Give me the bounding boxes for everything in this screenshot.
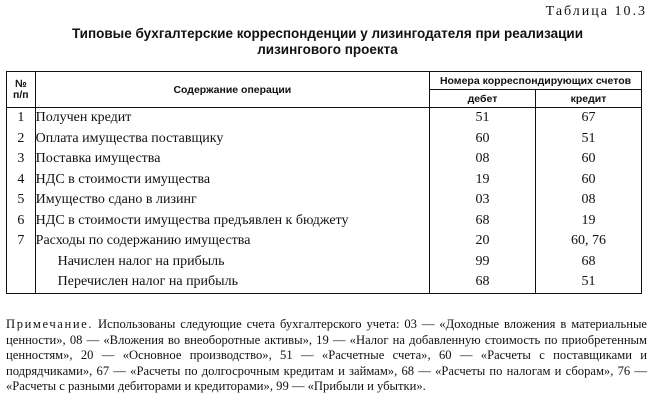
row-credit: 60: [535, 149, 641, 170]
header-credit: кредит: [535, 90, 641, 108]
row-credit: 51: [535, 129, 641, 150]
table-title: [0, 26, 655, 58]
row-debit: 68: [430, 211, 536, 232]
table-row: [7, 211, 642, 232]
row-credit: 51: [535, 272, 641, 293]
row-number: 5: [7, 190, 36, 211]
header-number-sign: №: [14, 77, 27, 90]
row-credit: 60, 76: [535, 231, 641, 252]
row-operation: Оплата имущества поставщику: [35, 129, 429, 150]
table-row: [7, 108, 642, 129]
footnote-label: Примечание.: [6, 317, 94, 331]
row-debit: 08: [430, 149, 536, 170]
table-body: [7, 108, 642, 294]
table-row: [7, 252, 642, 273]
row-credit: 60: [535, 170, 641, 191]
row-number: [7, 252, 36, 273]
table-title-line-1: Типовые бухгалтерские корреспонденции у лизингодателя при реализации: [71, 26, 584, 41]
row-operation: Начислен налог на прибыль: [35, 252, 429, 273]
row-operation: НДС в стоимости имущества: [35, 170, 429, 191]
row-operation: Получен кредит: [35, 108, 429, 129]
row-debit: 20: [430, 231, 536, 252]
table-header: [7, 72, 642, 108]
table-title-line-2: лизингового проекта: [257, 42, 398, 57]
table-row: [7, 231, 642, 252]
row-operation: Перечислен налог на прибыль: [35, 272, 429, 293]
row-debit: 99: [430, 252, 536, 273]
table-row: [7, 129, 642, 150]
header-debit: дебет: [430, 90, 536, 108]
row-credit: 19: [535, 211, 641, 232]
row-number: 6: [7, 211, 36, 232]
row-number: 3: [7, 149, 36, 170]
header-operation: Содержание операции: [35, 72, 429, 108]
header-accounts: Номера корреспондирующих счетов: [430, 72, 642, 90]
row-debit: 60: [430, 129, 536, 150]
row-debit: 03: [430, 190, 536, 211]
row-operation: Расходы по содержанию имущества: [35, 231, 429, 252]
table-row: [7, 190, 642, 211]
row-operation: Имущество сдано в лизинг: [35, 190, 429, 211]
table-row: [7, 170, 642, 191]
table-row: [7, 272, 642, 293]
correspondence-table: [6, 71, 642, 294]
header-number: [7, 72, 36, 108]
footnote: [6, 317, 647, 395]
row-operation: НДС в стоимости имущества предъявлен к бюджету: [35, 211, 429, 232]
header-number-abbr: п/п: [13, 88, 29, 101]
row-debit: 19: [430, 170, 536, 191]
row-credit: 67: [535, 108, 641, 129]
footnote-text: Использованы следующие счета бухгалтерского учета: 03 — «Доходные вложения в материальные ценности», 08 — «Вложения во внеоборотные активы», 19 — «Налог на добавленную стоимость по приобретенным ценностям», 20 — «Основное производство», 51 — «Расчетные счета», 60 — «Расчеты с поставщиками и подрядчиками», 67 — «Расчеты по долгосрочным кредитам и займам», 68 — «Расчеты по налогам и сборам», 76 — «Расчеты с разными дебиторами и кредиторами», 99 — «Прибыли и убытки».: [6, 317, 647, 393]
row-number: [7, 272, 36, 293]
table-number-label: Таблица 10.3: [545, 4, 647, 19]
row-number: 7: [7, 231, 36, 252]
row-number: 2: [7, 129, 36, 150]
table-row: [7, 149, 642, 170]
row-number: 1: [7, 108, 36, 129]
row-number: 4: [7, 170, 36, 191]
row-debit: 51: [430, 108, 536, 129]
row-operation: Поставка имущества: [35, 149, 429, 170]
row-debit: 68: [430, 272, 536, 293]
row-credit: 68: [535, 252, 641, 273]
row-credit: 08: [535, 190, 641, 211]
